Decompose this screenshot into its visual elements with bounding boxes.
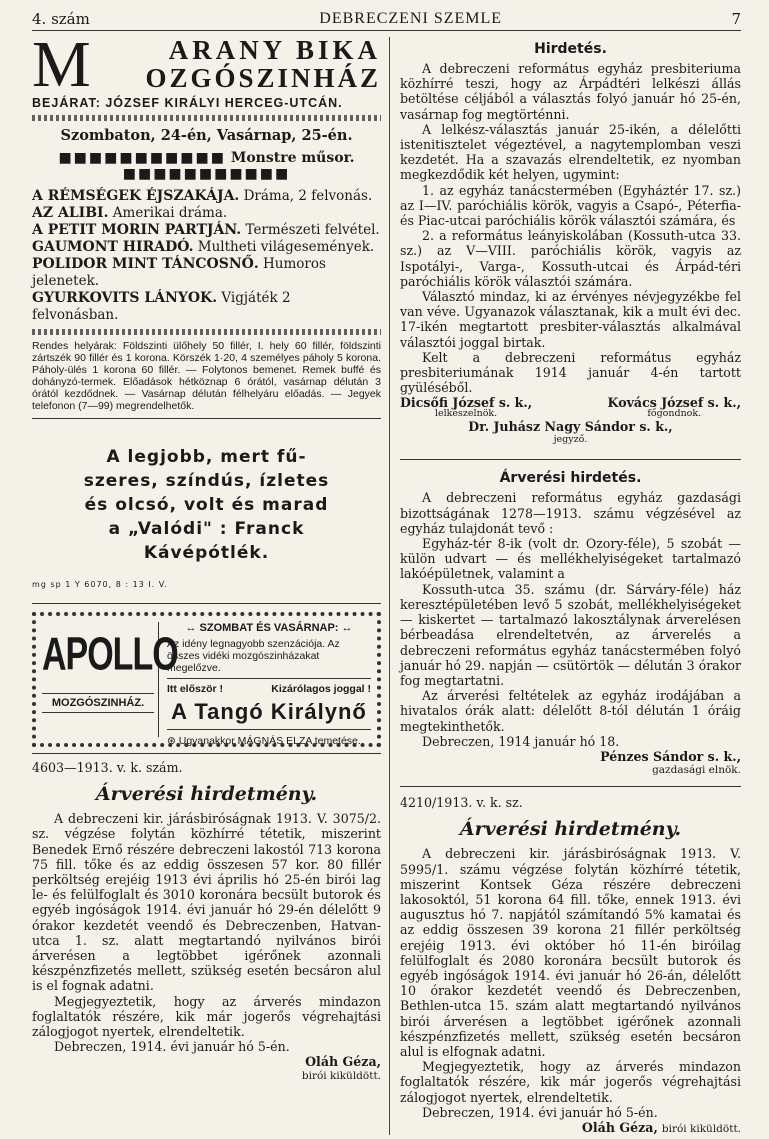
signer-role: lelkészelnök. — [434, 408, 498, 420]
divider — [32, 603, 381, 604]
arveresi-p4: Az árverési feltételek az egyház irodájában a hivatalos órák alatt: délelőtt 8-tól délután 1 óráig megtekinthetők. — [400, 688, 741, 734]
signer-role: jegyző. — [553, 434, 588, 446]
arveresi-title: Árverési hirdetés. — [499, 470, 642, 487]
program-item-title: A RÉMSÉGEK ÉJSZAKÁJA. — [32, 188, 240, 204]
apollo-days: ↔ SZOMBAT ÉS VASÁRNAP: ↔ — [185, 622, 353, 634]
program-item — [32, 290, 381, 324]
issue-number: 4. szám — [32, 10, 90, 28]
notice-left-title: Árverési hirdetmény. — [95, 783, 318, 806]
divider — [32, 329, 381, 335]
theatre-entrance: BEJÁRAT: JÓZSEF KIRÁLYI HERCEG-UTCÁN. — [32, 96, 343, 110]
hirdetes-p6: Kelt a debreczeni református egyház presbiteriumának 1914 január 4-én tartott gyüléséből. — [400, 349, 741, 396]
apollo-details — [159, 622, 371, 747]
arveresi-p2: Egyház-tér 8-ik (volt dr. Ozory-féle), 5 szobát — külön udvart — és mellékhelyiségeket tartalmazó lakóépületnek, valamint a — [400, 536, 741, 582]
program-list — [32, 188, 381, 324]
program-item-title: AZ ALIBI. — [32, 205, 109, 221]
notice-left-note: Megjegyeztetik, hogy az árverés mindazon foglaltatók részére, kik már jogerős végrehajtási zálogjogot nyertek, elrendeltetik. — [32, 993, 381, 1040]
divider — [32, 418, 381, 419]
notice-right-body: A debreczeni kir. járásbiróságnak 1913. V. 5995/1. számu végzése folytán közhírré tétetik, miszerint Kontsek Géza részére debreczeni lakosoktól, 51 korona 64 fill. tőke, ennek 1913. évi augusztus hó 7. napjától számítandó 5% kamatai és az eddig összesen 39 korona 21 fillér perköltség erejéig 1913. évi október hó 11-én biróilag felülfoglalt és 2080 koronára becsült butorok és egyéb ingóságok 1914. évi január hó 26-án, délelőtt 10 órakor kezdetét veendő és Debreczenben, Bethlen-utca 15. szám alatt megtartandó nyilvános birói árverésen a legtöbbet igérőnek azonnali készpénzfizetés mellett, szükség esetén becsáron alul is elfognak adatni. — [400, 846, 741, 1059]
program-item-desc: Természeti felvétel. — [245, 222, 380, 238]
left-column — [32, 28, 390, 1135]
signer-name: Kovács József s. k., — [607, 395, 741, 411]
program-item — [32, 256, 381, 290]
franck-line: A legjobb, mert fű- — [106, 447, 307, 467]
program-item-desc: Humoros jelenetek. — [32, 256, 326, 289]
franck-line: szeres, színdús, ízletes — [83, 471, 330, 491]
arveresi-p3: Kossuth-utca 35. számu (dr. Sárváry-féle) ház keresztépületében levő 5 szobát, mellékhelyiségeket — kiskertet — tartalmazó lakosztálynak árverelésen bérbeadása elrendeltetvén, az árverelés a debreczeni református egyház tanácstermében folyó január hó 29. napján — csütörtök — délután 3 órakor fog megtartatni. — [400, 581, 741, 688]
program-item-title: GYURKOVITS LÁNYOK. — [32, 290, 218, 306]
theatre-days: Szombaton, 24-én, Vasárnap, 25-én. — [60, 127, 353, 144]
notice-left-date: Debreczen, 1914. évi január hó 5-én. — [54, 1039, 290, 1055]
notice-right-signature: Oláh Géza, birói kiküldött. — [581, 1119, 741, 1135]
program-item-title: A PETIT MORIN PARTJÁN. — [32, 222, 242, 238]
signer-name: Dicsőfi József s. k., — [400, 395, 533, 411]
arany-bika-ad — [32, 28, 381, 419]
newspaper-title: DEBRECZENI SZEMLE — [319, 10, 503, 27]
program-item — [32, 205, 381, 222]
theatre-name-line1: ARANY BIKA — [168, 35, 381, 65]
hirdetes-signatures — [400, 395, 741, 419]
notice-right-date: Debreczen, 1914. évi január hó 5-én. — [422, 1104, 658, 1120]
franck-line: a „Valódi" : Franck — [108, 519, 305, 539]
hirdetes-p2: A lelkész-választás január 25-ikén, a délelőtti istenitisztelet végeztével, a nagytemplomban veszi kezdetét. Ha a szavazás elrendeltetik, ez nyomban megkezdődik két helyen, ugymint: — [400, 121, 741, 183]
apollo-first: Itt először ! — [167, 683, 224, 695]
arveresi-p1: A debreczeni református egyház gazdasági bizottságának 1278—1913. számu végzésével az egyház tulajdonát tevő : — [400, 490, 741, 536]
apollo-desc: Az idény legnagyobb szenzációja. Az összes vidéki mozgószinházakat megelőzve. — [167, 638, 371, 679]
notice-right-note: Megjegyeztetik, hogy az árverés mindazon foglaltatók részére, kik már jogerős végrehajtási zálogjogot nyertek, elrendeltetik. — [400, 1059, 741, 1105]
notice-right-title: Árverési hirdetmény. — [459, 818, 682, 841]
program-item — [32, 239, 381, 256]
arveresi-signer: Pénzes Sándor s. k., — [600, 748, 741, 764]
page-number: 7 — [731, 10, 741, 28]
apollo-exclusive: Kizárólagos joggal ! — [271, 683, 371, 695]
hirdetes-p1: A debreczeni református egyház presbiteriuma közhírré teszi, hogy az Árpádtéri lelkészi állás betöltése céljából a választás folyó január hó 25-én, vasárnap fog megtörténni. — [400, 61, 741, 122]
divider — [400, 786, 741, 787]
apollo-also: ⊛ Ugyanakkor MÁGNÁS ELZA temetése. — [167, 729, 371, 747]
notice-right-ref: 4210/1913. v. k. sz. — [400, 795, 523, 811]
program-item-desc: Dráma, 2 felvonás. — [243, 188, 373, 204]
apollo-sub: MOZGÓSZINHÁZ. — [42, 693, 154, 713]
apollo-ad — [32, 612, 381, 747]
program-item-desc: Vigjáték 2 felvonásban. — [32, 290, 291, 323]
theatre-name-line2: OZGÓSZINHÁZ — [145, 63, 381, 93]
program-item-title: POLIDOR MINT TÁNCOSNŐ. — [32, 256, 259, 272]
program-item-title: GAUMONT HIRADÓ. — [32, 239, 194, 255]
hirdetes-p4: 2. a református leányiskolában (Kossuth-utca 33. sz.) az V—VIII. paróchiális körök, vagyis az Ispotályi-, Varga-, Kossuth-utcai és Árpád-téri paróchiális körök választói számára. — [400, 228, 741, 289]
notice-left-ref: 4603—1913. v. k. szám. — [32, 760, 183, 775]
program-title: ■■■■■■■■■■■ Monstre műsor. ■■■■■■■■■■■ — [58, 150, 355, 182]
arveresi-role: gazdasági elnök. — [652, 764, 741, 777]
theatre-initial: M — [32, 28, 91, 101]
theatre-prices: Rendes helyárak: Földszinti ülőhely 50 fillér, I. hely 60 fillér, földszinti zártszék 90 fillér és 1 korona. Körszék 1·20, 4 személyes páholy 5 korona. Páholy-ülés 1 korona 60 fillér. — Folytonos bemenet. Remek buffé és dohányzó-termek. Előadások hétköznap 6 órától, vasárnap délután 3 órától kezdődnek. — Vasárnap délután félhelyáru előadás. — Jegyek telefonon (7—99) megrendelhetők. — [32, 340, 381, 412]
program-item — [32, 222, 381, 239]
hirdetes-title: Hirdetés. — [534, 41, 607, 57]
divider — [400, 459, 741, 460]
film-reel-icon: ⊛ — [167, 735, 176, 747]
right-column — [390, 37, 741, 1135]
notice-left-signer: Oláh Géza, — [305, 1054, 381, 1070]
franck-ad — [32, 445, 381, 597]
hirdetes-p5: Választó mindaz, ki az érvényes névjegyzékbe fel van véve. Ugyanazok választanak, kik a mult évi dec. 17-ikén megtartott presbiter-választás alkalmával választói joggal birtak. — [400, 289, 741, 350]
apollo-logo — [42, 622, 178, 737]
notice-left-body: A debreczeni kir. járásbiróságnak 1913. V. 3075/2. sz. végzése folytán közhírré tétetik, miszerint Benedek Ernő részére debreczeni lakostól 713 korona 75 fill. tőke és az eddig összesen 57 kor. 80 fillér perköltség erejéig 1913 évi április hó 25-én birói lag le- és felülfoglalt és 3010 koronára becsült butorok és egyéb ingóságok 1914. évi január hó 29-én délelőtt 9 órakor kezdetét veendő és Debreczenben, Hatvan-utca 1. sz. alatt megtartandó nyilvános birói árverésen a legtöbbet igérőnek azonnali készpénzfizetés mellett, szükség esetén becsáron alul is el fognak adatni. — [32, 811, 381, 994]
program-item — [32, 188, 381, 205]
page-header — [32, 10, 741, 31]
apollo-name: APOLLO — [42, 629, 178, 681]
franck-line: Kávépótlék. — [143, 543, 270, 563]
notice-left-role: birói kiküldött. — [301, 1069, 381, 1082]
apollo-film: A Tangó Királynő — [171, 699, 367, 724]
program-item-desc: Multheti világesemények. — [197, 239, 375, 255]
divider — [32, 753, 381, 754]
program-item-desc: Amerikai dráma. — [112, 205, 228, 221]
signer-name: Dr. Juhász Nagy Sándor s. k., — [468, 419, 673, 435]
franck-line: és olcsó, volt és marad — [84, 495, 329, 515]
divider — [32, 115, 381, 121]
arveresi-date: Debreczen, 1914 január hó 18. — [422, 733, 620, 749]
hirdetes-p3: 1. az egyház tanácstermében (Egyháztér 17. sz.) az I—IV. paróchiális körök, vagyis a Csapó-, Péterfia- és Piac-utcai paróchiális körök választói számára, és — [400, 182, 741, 229]
signer-role: főgondnok. — [647, 408, 702, 420]
franck-ref: mg sp 1 Y 6070, 8 : 13 I. V. — [32, 580, 168, 589]
